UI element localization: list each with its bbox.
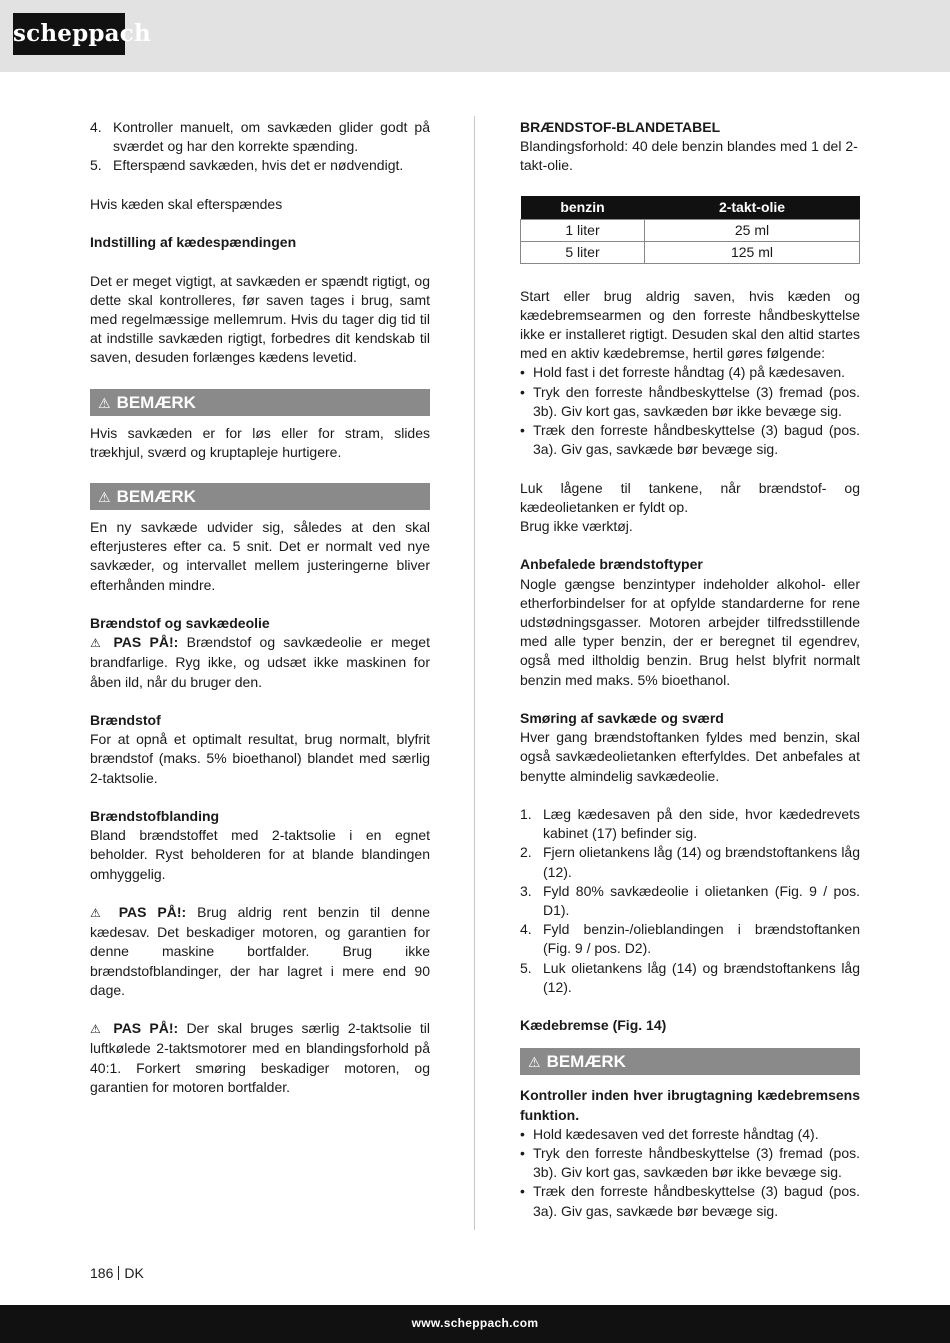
warning-pure-petrol: ⚠ PAS PÅ!: Brug aldrig rent benzin til denne kædesav. Det beskadiger motoren, og garantien for denne maskine bortfalder. Brug ikke brændstofblandinger, der har lagret i mere end 90 dage. bbox=[90, 904, 430, 998]
brand-logo: scheppach bbox=[13, 13, 125, 55]
list-item: 2. Fjern olietankens låg (14) og brændstoftankens låg (12). bbox=[520, 844, 860, 880]
list-item: 4. Kontroller manuelt, om savkæden glider godt på sværdet og har den korrekte spænding. bbox=[90, 119, 430, 155]
bullet-list-b bbox=[520, 1125, 860, 1221]
list-item: • Tryk den forreste håndbeskyttelse (3) fremad (pos. 3b). Giv kort gas, savkæden bør ikke bevæge sig. bbox=[520, 383, 860, 421]
heading-fuel-mix: Brændstofblanding bbox=[90, 808, 220, 824]
footer-separator bbox=[118, 1266, 119, 1280]
warning-triangle-icon: ⚠ bbox=[98, 395, 111, 412]
header-bar bbox=[0, 0, 950, 72]
footer-bar bbox=[0, 1305, 950, 1343]
heading-fuel-oil: Brændstof og savkædeolie bbox=[90, 615, 270, 631]
website-link[interactable]: www.scheppach.com bbox=[411, 1316, 539, 1330]
page-footer bbox=[90, 1265, 144, 1281]
notice-banner: ⚠ BEMÆRK bbox=[90, 389, 430, 416]
list-item: 5. Efterspænd savkæden, hvis det er nødvendigt. bbox=[90, 157, 404, 174]
list-item: 4. Fyld benzin-/olieblandingen i brændstoftanken (Fig. 9 / pos. D2). bbox=[520, 921, 860, 957]
list-item: 1. Læg kædesaven på den side, hvor kædedrevets kabinet (17) befinder sig. bbox=[520, 806, 860, 842]
paragraph-notice-1: Hvis savkæden er for løs eller for stram, slides trækhjul, sværd og kruptapleje hurtigere. bbox=[90, 424, 430, 460]
table-row bbox=[521, 219, 860, 241]
heading-fuel: Brændstof bbox=[90, 712, 161, 728]
paragraph-no-tools: Brug ikke værktøj. bbox=[520, 518, 633, 535]
steps-list-b bbox=[520, 805, 860, 997]
warning-triangle-icon: ⚠ bbox=[90, 1022, 106, 1037]
list-item: • Tryk den forreste håndbeskyttelse (3) fremad (pos. 3b). Giv kort gas, savkæden bør ikke bevæge sig. bbox=[520, 1144, 860, 1182]
paragraph-close-caps: Luk lågene til tankene, når brændstof- og kædeolietanken er fyldt op. bbox=[520, 479, 860, 515]
warning-two-stroke-oil: ⚠ PAS PÅ!: Der skal bruges særlig 2-taktsolie til luftkølede 2-taktsmotorer med en blandingsforhold på 40:1. Forkert smøring beskadiger motoren, og garantien for motoren bortfalder. bbox=[90, 1020, 431, 1095]
list-item: • Træk den forreste håndbeskyttelse (3) bagud (pos. 3a). Giv gas, savkæde bør bevæge sig. bbox=[520, 1182, 860, 1220]
heading-mix-table: BRÆNDSTOF-BLANDETABEL bbox=[520, 119, 721, 135]
right-column bbox=[520, 118, 860, 1221]
paragraph-notice-2: En ny savkæde udvider sig, således at den skal efterjusteres efter ca. 5 snit. Det er normalt ved nye savkæder, og intervallet mellem justeringerne bliver efterhånden mindre. bbox=[90, 519, 430, 593]
fuel-mix-table bbox=[520, 196, 860, 264]
list-item: • Hold fast i det forreste håndtag (4) på kædesaven. bbox=[520, 363, 860, 382]
table-cell: 1 liter bbox=[521, 219, 645, 241]
notice-banner: ⚠ BEMÆRK bbox=[90, 483, 430, 510]
warning-fuel-oil: ⚠ PAS PÅ!: Brændstof og savkædeolie er meget brandfarlige. Ryg ikke, og udsæt ikke maskinen for åben ild, når du bruger den. bbox=[90, 634, 430, 690]
table-header-petrol: benzin bbox=[521, 196, 645, 220]
bullet-list-a bbox=[520, 363, 860, 459]
warning-triangle-icon: ⚠ bbox=[90, 636, 106, 651]
paragraph-mix-ratio: Blandingsforhold: 40 dele benzin blandes med 1 del 2-takt-olie. bbox=[520, 138, 858, 174]
table-cell: 25 ml bbox=[645, 219, 860, 241]
table-cell: 5 liter bbox=[521, 241, 645, 263]
heading-check-brake: Kontroller inden hver ibrugtagning kædebremsens funktion. bbox=[520, 1087, 860, 1123]
table-cell: 125 ml bbox=[645, 241, 860, 263]
paragraph-start: Start eller brug aldrig saven, hvis kæden og kædebremsearmen og den forreste håndbeskyttelse ikke er installeret rigtigt. Desuden skal den altid startes med en aktiv kædebremse, hertil gøres følgende: bbox=[520, 287, 860, 362]
language-code: DK bbox=[124, 1265, 144, 1281]
paragraph-retension: Hvis kæden skal efterspændes bbox=[90, 195, 283, 212]
heading-lubrication: Smøring af savkæde og sværd bbox=[520, 710, 724, 727]
table-header-oil: 2-takt-olie bbox=[645, 196, 860, 220]
list-item: 5. Luk olietankens låg (14) og brændstoftankens låg (12). bbox=[520, 959, 860, 995]
paragraph-fuel-types: Nogle gængse benzintyper indeholder alkohol- eller etherforbindelser for at opfylde standarderne for rene udstødningsgasser. Motoren arbejder tilfredsstillende med alle typer benzin, der er beregnet til egendrev, også med iltholdig benzin. Brug helst blyfrit normalt benzin med maks. 5% bioethanol. bbox=[520, 575, 860, 688]
left-column bbox=[90, 118, 430, 1097]
list-item: 3. Fyld 80% savkædeolie i olietanken (Fig. 9 / pos. D1). bbox=[520, 882, 860, 919]
list-item: • Hold kædesaven ved det forreste håndtag (4). bbox=[520, 1125, 860, 1144]
heading-fuel-types: Anbefalede brændstoftyper bbox=[520, 556, 703, 573]
heading-adjust-tension: Indstilling af kædespændingen bbox=[90, 234, 297, 251]
steps-list-a bbox=[90, 118, 430, 176]
heading-chain-brake: Kædebremse (Fig. 14) bbox=[520, 1017, 667, 1034]
paragraph-important: Det er meget vigtigt, at savkæden er spændt rigtigt, og dette skal kontrolleres, før saven tages i brug, samt med regelmæssige mellemrum. Hvis du tager dig tid til at indstille savkæden rigtigt, forbedres dit kendskab til saven, desuden forlænges kædens levetid. bbox=[90, 272, 430, 366]
page-number: 186 bbox=[90, 1265, 114, 1281]
notice-banner: ⚠ BEMÆRK bbox=[520, 1048, 860, 1075]
warning-triangle-icon: ⚠ bbox=[98, 490, 111, 506]
table-header-row bbox=[521, 196, 860, 220]
list-item: • Træk den forreste håndbeskyttelse (3) bagud (pos. 3a). Giv gas, savkæde bør bevæge sig. bbox=[520, 421, 860, 459]
warning-triangle-icon: ⚠ bbox=[90, 906, 108, 920]
paragraph-fuel-mix: Bland brændstoffet med 2-taktsolie i en egnet beholder. Ryst beholderen for at blande blandingen omhyggelig. bbox=[90, 827, 430, 882]
warning-triangle-icon: ⚠ bbox=[528, 1055, 541, 1072]
table-row bbox=[521, 241, 860, 263]
paragraph-fuel: For at opnå et optimalt resultat, brug normalt, blyfrit brændstof (maks. 5% bioethanol) blandet med særlig 2-taktsolie. bbox=[90, 731, 430, 786]
column-divider bbox=[474, 116, 475, 1230]
paragraph-lubrication: Hver gang brændstoftanken fyldes med benzin, skal også savkædeolietanken efterfyldes. Det anbefales at benytte almindelig savkædeolie. bbox=[520, 729, 860, 784]
